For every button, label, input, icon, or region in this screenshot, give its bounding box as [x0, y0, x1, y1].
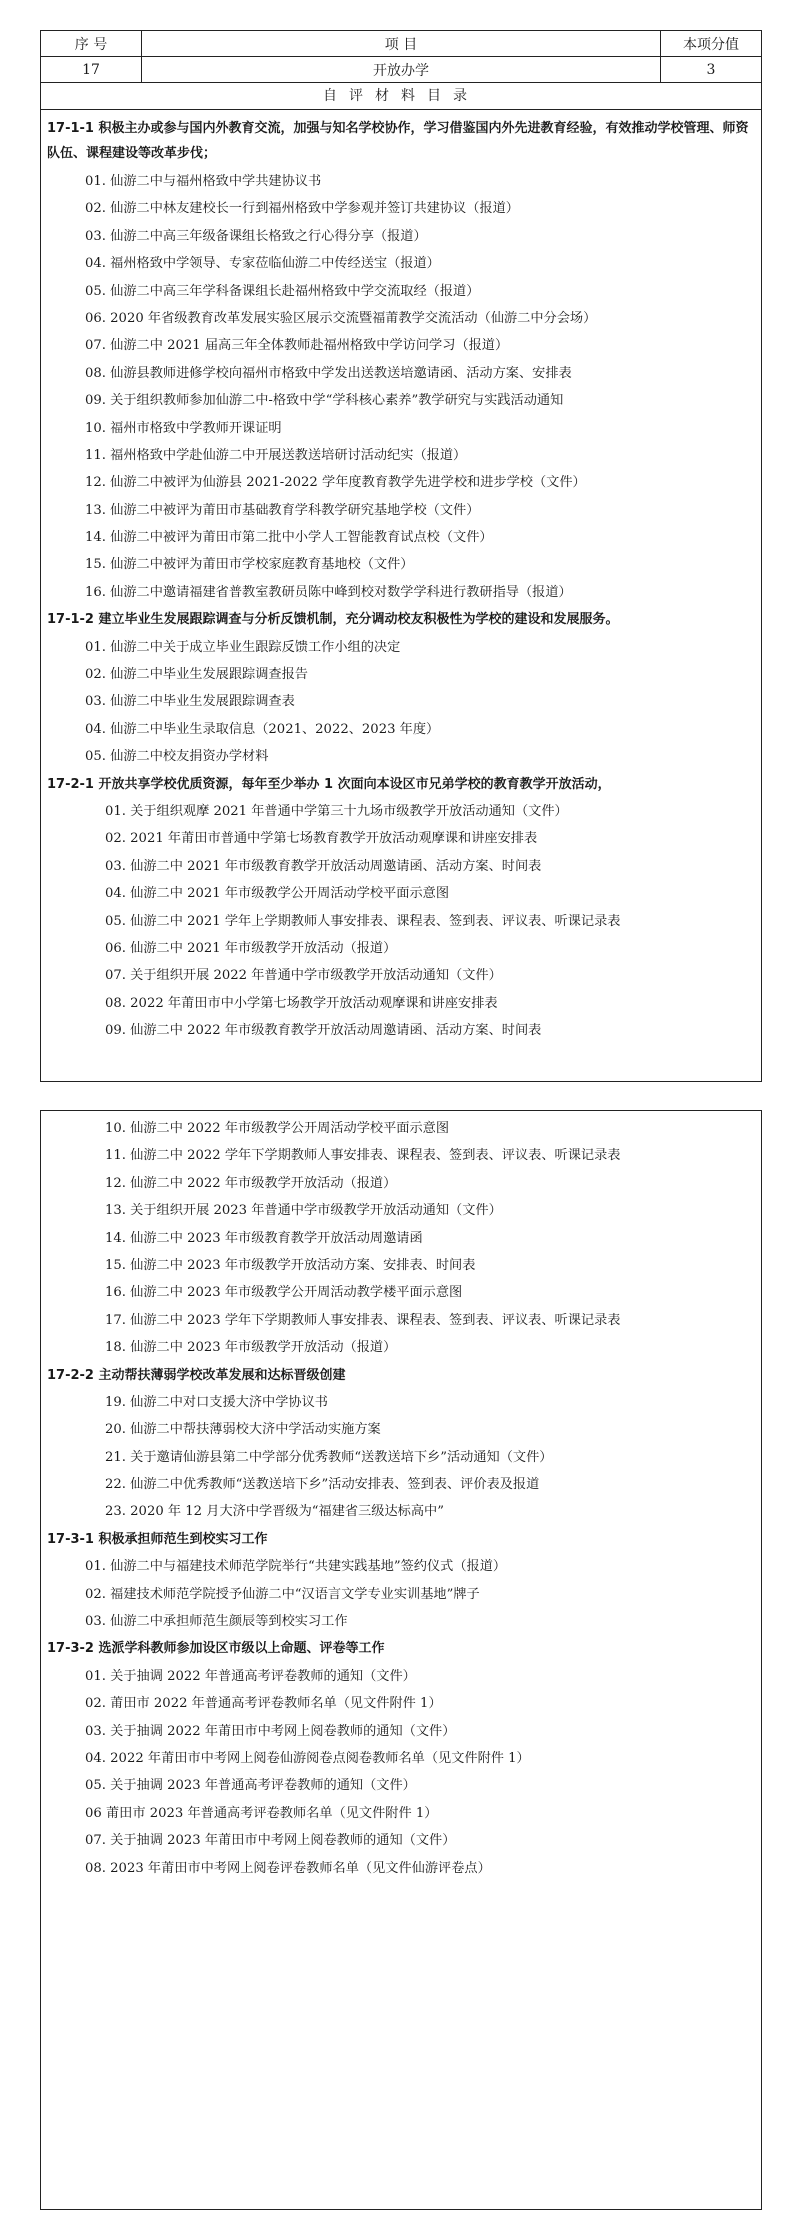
list-item: 08. 2022 年莆田市中小学第七场教学开放活动观摩课和讲座安排表	[105, 995, 498, 1011]
list-item: 13. 关于组织开展 2023 年普通中学市级教学开放活动通知（文件）	[105, 1203, 502, 1219]
row-number: 17	[41, 57, 142, 83]
materials-list-page-1	[41, 110, 761, 1045]
list-item: 17. 仙游二中 2023 学年下学期教师人事安排表、课程表、签到表、评议表、听课记录表	[105, 1312, 621, 1328]
list-item: 02. 仙游二中毕业生发展跟踪调查报告	[85, 667, 308, 683]
list-item: 04. 仙游二中毕业生录取信息（2021、2022、2023 年度）	[85, 721, 440, 737]
list-item: 03. 仙游二中 2021 年市级教育教学开放活动周邀请函、活动方案、时间表	[105, 858, 542, 874]
list-item: 12. 仙游二中 2022 年市级教学开放活动（报道）	[105, 1175, 397, 1191]
section-heading: 17-3-2 选派学科教师参加设区市级以上命题、评卷等工作	[47, 1641, 385, 1657]
list-item: 14. 仙游二中被评为莆田市第二批中小学人工智能教育试点校（文件）	[85, 530, 493, 546]
list-item: 16. 仙游二中邀请福建省普教室教研员陈中峰到校对数学学科进行教研指导（报道）	[85, 584, 572, 600]
list-item: 20. 仙游二中帮扶薄弱校大济中学活动实施方案	[105, 1422, 381, 1438]
section-heading: 17-3-1 积极承担师范生到校实习工作	[47, 1531, 268, 1547]
list-item: 11. 福州格致中学赴仙游二中开展送教送培研讨活动纪实（报道）	[85, 447, 467, 463]
list-item: 12. 仙游二中被评为仙游县 2021-2022 学年度教育教学先进学校和进步学校（文件）	[85, 475, 586, 491]
list-item: 11. 仙游二中 2022 学年下学期教师人事安排表、课程表、签到表、评议表、听课记录表	[105, 1148, 621, 1164]
list-item: 18. 仙游二中 2023 年市级教学开放活动（报道）	[105, 1340, 397, 1356]
list-item: 10. 福州市格致中学教师开课证明	[85, 420, 282, 436]
row-score: 3	[661, 57, 762, 83]
document-page-2	[40, 1110, 762, 2210]
list-item: 06 莆田市 2023 年普通高考评卷教师名单（见文件附件 1）	[85, 1805, 438, 1821]
list-item: 08. 2023 年莆田市中考网上阅卷评卷教师名单（见文件仙游评卷点）	[85, 1860, 491, 1876]
header-col-score: 本项分值	[661, 31, 762, 57]
list-item: 22. 仙游二中优秀教师“送教送培下乡”活动安排表、签到表、评价表及报道	[105, 1477, 540, 1493]
list-item: 09. 仙游二中 2022 年市级教育教学开放活动周邀请函、活动方案、时间表	[105, 1023, 542, 1039]
list-item: 02. 福建技术师范学院授予仙游二中“汉语言文学专业实训基地”牌子	[85, 1586, 480, 1602]
list-item: 07. 关于抽调 2023 年莆田市中考网上阅卷教师的通知（文件）	[85, 1833, 456, 1849]
list-item: 04. 福州格致中学领导、专家莅临仙游二中传经送宝（报道）	[85, 256, 440, 272]
list-item: 06. 2020 年省级教育改革发展实验区展示交流暨福莆教学交流活动（仙游二中分会场）	[85, 310, 597, 326]
header-col-item: 项 目	[142, 31, 661, 57]
header-table	[41, 31, 761, 83]
list-item: 05. 关于抽调 2023 年普通高考评卷教师的通知（文件）	[85, 1778, 416, 1794]
list-item: 01. 关于抽调 2022 年普通高考评卷教师的通知（文件）	[85, 1668, 416, 1684]
document-page-1	[40, 30, 762, 1082]
list-item: 13. 仙游二中被评为莆田市基础教育学科教学研究基地学校（文件）	[85, 502, 480, 518]
list-item: 14. 仙游二中 2023 年市级教育教学开放活动周邀请函	[105, 1230, 423, 1246]
section-heading: 17-1-2 建立毕业生发展跟踪调查与分析反馈机制，充分调动校友积极性为学校的建设和发展服务。	[47, 612, 619, 628]
list-item: 21. 关于邀请仙游县第二中学部分优秀教师“送教送培下乡”活动通知（文件）	[105, 1449, 553, 1465]
list-item: 03. 仙游二中毕业生发展跟踪调查表	[85, 694, 295, 710]
section-heading: 17-1-1 积极主办或参与国内外教育交流，加强与知名学校协作，学习借鉴国内外先进教育经验，有效推动学校管理、师资队伍、课程建设等改革步伐；	[47, 121, 749, 161]
list-item: 01. 仙游二中与福州格致中学共建协议书	[85, 174, 322, 189]
list-item: 05. 仙游二中高三年学科备课组长赴福州格致中学交流取经（报道）	[85, 283, 480, 299]
list-item: 02. 莆田市 2022 年普通高考评卷教师名单（见文件附件 1）	[85, 1696, 442, 1712]
list-item: 04. 2022 年莆田市中考网上阅卷仙游阅卷点阅卷教师名单（见文件附件 1）	[85, 1750, 530, 1766]
list-item: 02. 仙游二中林友建校长一行到福州格致中学参观并签订共建协议（报道）	[85, 201, 519, 217]
list-item: 15. 仙游二中 2023 年市级教学开放活动方案、安排表、时间表	[105, 1257, 476, 1273]
materials-list-page-2	[41, 1111, 761, 1882]
list-item: 03. 关于抽调 2022 年莆田市中考网上阅卷教师的通知（文件）	[85, 1723, 456, 1739]
section-heading: 17-2-2 主动帮扶薄弱学校改革发展和达标晋级创建	[47, 1367, 346, 1383]
list-item: 10. 仙游二中 2022 年市级教学公开周活动学校平面示意图	[105, 1121, 450, 1136]
section-heading: 17-2-1 开放共享学校优质资源，每年至少举办 1 次面向本设区市兄弟学校的教育教学开放活动，	[47, 776, 611, 792]
row-item: 开放办学	[142, 57, 661, 83]
list-item: 06. 仙游二中 2021 年市级教学开放活动（报道）	[105, 940, 397, 956]
section-subtitle: 自评材料目录	[41, 83, 761, 110]
list-item: 03. 仙游二中承担师范生颜辰等到校实习工作	[85, 1614, 348, 1630]
list-item: 03. 仙游二中高三年级备课组长格致之行心得分享（报道）	[85, 228, 427, 244]
list-item: 02. 2021 年莆田市普通中学第七场教育教学开放活动观摩课和讲座安排表	[105, 831, 538, 847]
list-item: 09. 关于组织教师参加仙游二中-格致中学“学科核心素养”教学研究与实践活动通知	[85, 393, 564, 409]
header-col-number: 序 号	[41, 31, 142, 57]
list-item: 23. 2020 年 12 月大济中学晋级为“福建省三级达标高中”	[105, 1504, 444, 1520]
list-item: 15. 仙游二中被评为莆田市学校家庭教育基地校（文件）	[85, 557, 414, 573]
list-item: 04. 仙游二中 2021 年市级教学公开周活动学校平面示意图	[105, 886, 450, 902]
list-item: 01. 关于组织观摩 2021 年普通中学第三十九场市级教学开放活动通知（文件）	[105, 803, 568, 819]
list-item: 07. 关于组织开展 2022 年普通中学市级教学开放活动通知（文件）	[105, 968, 502, 984]
list-item: 08. 仙游县教师进修学校向福州市格致中学发出送教送培邀请函、活动方案、安排表	[85, 365, 572, 381]
list-item: 05. 仙游二中 2021 学年上学期教师人事安排表、课程表、签到表、评议表、听课记录表	[105, 913, 621, 929]
list-item: 01. 仙游二中与福建技术师范学院举行“共建实践基地”签约仪式（报道）	[85, 1559, 507, 1575]
list-item: 19. 仙游二中对口支援大济中学协议书	[105, 1394, 328, 1410]
list-item: 01. 仙游二中关于成立毕业生跟踪反馈工作小组的决定	[85, 639, 401, 655]
list-item: 16. 仙游二中 2023 年市级教学公开周活动教学楼平面示意图	[105, 1285, 463, 1301]
list-item: 05. 仙游二中校友捐资办学材料	[85, 749, 269, 765]
list-item: 07. 仙游二中 2021 届高三年全体教师赴福州格致中学访问学习（报道）	[85, 338, 509, 354]
